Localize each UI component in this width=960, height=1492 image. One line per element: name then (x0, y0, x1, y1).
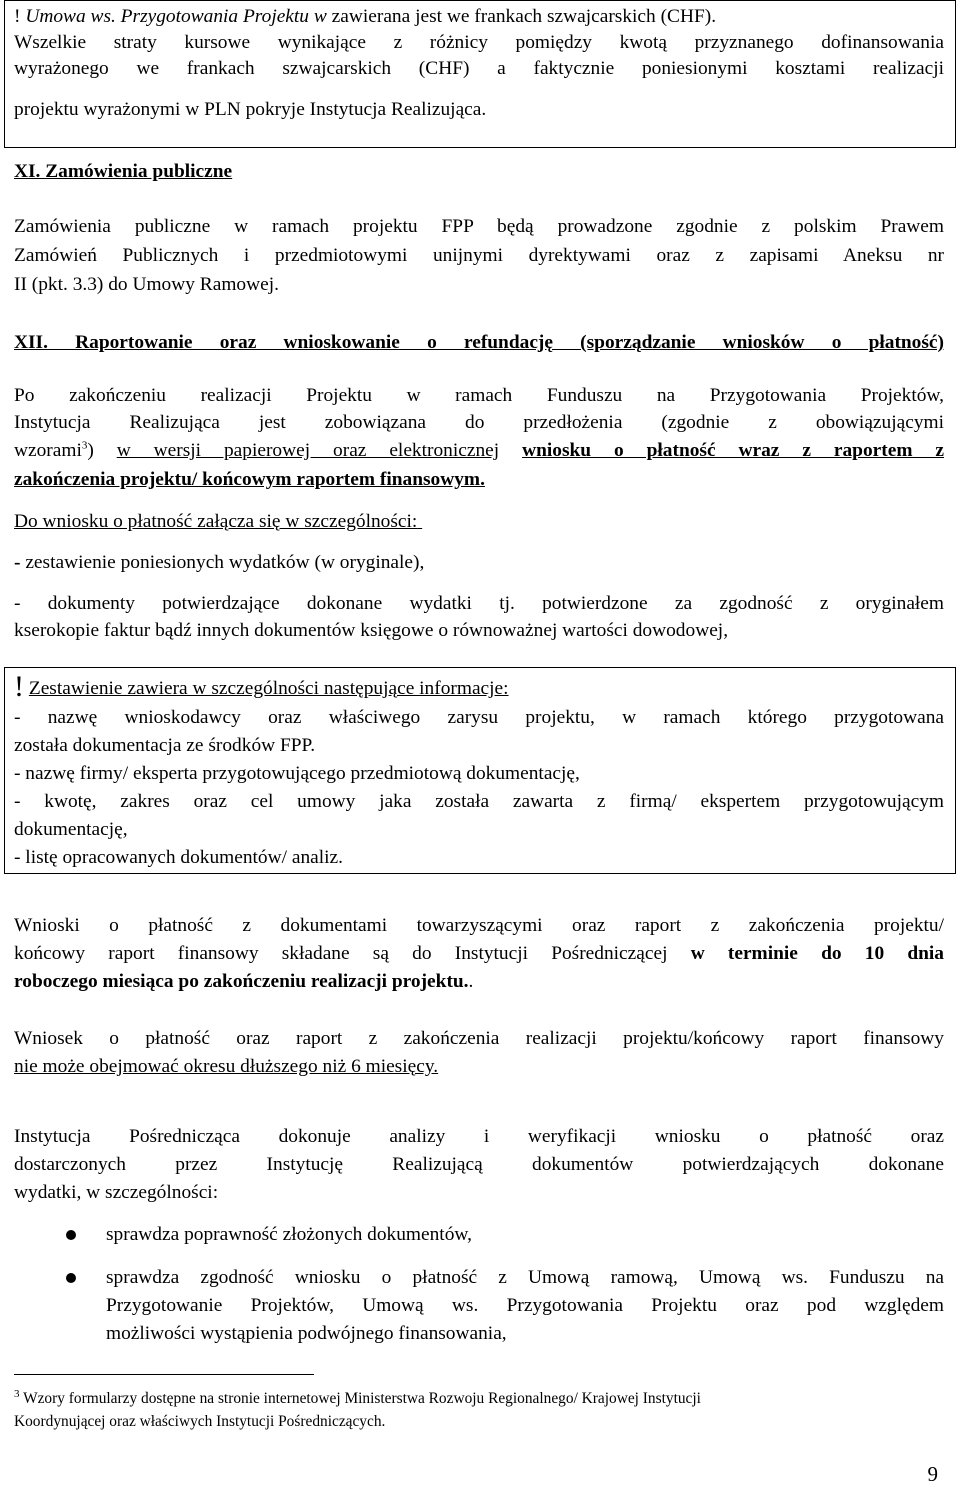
attachment-item-2-line-1: - dokumenty potwierdzające dokonane wydatki tj. potwierdzone za zgodność z oryginałem (14, 593, 944, 614)
section-xii-heading: XII. Raportowanie oraz wnioskowanie o refundację (sporządzanie wniosków o płatność) (14, 332, 944, 353)
verification-bullet-2-line-3: możliwości wystąpienia podwójnego finansowania, (106, 1323, 507, 1344)
verification-line-3: wydatki, w szczególności: (14, 1182, 219, 1203)
verification-line-1: Instytucja Pośrednicząca dokonuje analizy i weryfikacji wniosku o płatność oraz (14, 1126, 944, 1147)
period-limit-line-2: nie może obejmować okresu dłuższego niż 6 miesięcy. (14, 1056, 439, 1077)
payment-request-line-3: roboczego miesiąca po zakończeniu realizacji projektu.. (14, 971, 474, 992)
footnote-line-2: Koordynującej oraz właściwych Instytucji Pośredniczących. (14, 1413, 386, 1430)
summary-info-line-3: - nazwę firmy/ eksperta przygotowującego przedmiotową dokumentację, (14, 763, 580, 784)
footnote-reference: 3 (81, 439, 88, 452)
summary-info-line-6: - listę opracowanych dokumentów/ analiz. (14, 847, 343, 868)
summary-info-line-1: - nazwę wnioskodawcy oraz właściwego zarysu projektu, w ramach którego przygotowana (14, 707, 944, 728)
verification-bullet-2-line-1: sprawdza zgodność wniosku o płatność z Umową ramową, Umową ws. Funduszu na (106, 1267, 944, 1288)
verification-bullet-2-line-2: Przygotowanie Projektów, Umową ws. Przygotowania Projektu oraz pod względem (106, 1295, 944, 1316)
section-xii-line-4: zakończenia projektu/ końcowym raportem finansowym. (14, 469, 485, 490)
attachment-item-2-line-2: kserokopie faktur bądź innych dokumentów księgowe o równoważnej wartości dowodowej, (14, 620, 729, 641)
summary-info-line-2: została dokumentacja ze środków FPP. (14, 735, 316, 756)
section-xii-line-1: Po zakończeniu realizacji Projektu w ramach Funduszu na Przygotowania Projektów, (14, 385, 944, 406)
section-xi-line-3: II (pkt. 3.3) do Umowy Ramowej. (14, 274, 279, 295)
summary-info-heading: ! Zestawienie zawiera w szczególności następujące informacje: (14, 670, 509, 703)
bullet-icon (66, 1273, 76, 1283)
section-xi-heading: XI. Zamówienia publiczne (14, 161, 233, 182)
payment-request-line-2: końcowy raport finansowy składane są do Instytucji Pośredniczącej w terminie do 10 dnia (14, 943, 944, 964)
period-limit-line-1: Wniosek o płatność oraz raport z zakończenia realizacji projektu/końcowy raport finansowy (14, 1028, 944, 1049)
footnote-line-1: $^3$ Wzory formularzy dostępne na stronie internetowej Ministerstwa Rozwoju Regionalnego/ Krajowej Instytucji (14, 1387, 701, 1407)
attachments-intro: Do wniosku o płatność załącza się w szczególności: (14, 511, 418, 532)
section-xi-line-2: Zamówień Publicznych i przedmiotowymi unijnymi dyrektywami oraz z zapisami Aneksu nr (14, 245, 944, 266)
currency-note-line-3: wyrażonego we frankach szwajcarskich (CHF) a faktycznie poniesionymi kosztami realizacji (14, 58, 944, 79)
summary-info-line-4: - kwotę, zakres oraz cel umowy jaka została zawarta z firmą/ ekspertem przygotowującym (14, 791, 944, 812)
section-xii-line-2: Instytucja Realizująca jest zobowiązana do przedłożenia (zgodnie z obowiązującymi (14, 412, 944, 433)
page-number: 9 (927, 1462, 938, 1486)
footnote-separator (14, 1374, 314, 1375)
summary-info-line-5: dokumentację, (14, 819, 128, 840)
currency-note-line-1: ! Umowa ws. Przygotowania Projektu w zawierana jest we frankach szwajcarskich (CHF). (14, 6, 717, 27)
exclamation-icon: ! (14, 670, 24, 703)
currency-note-line-2: Wszelkie straty kursowe wynikające z różnicy pomiędzy kwotą przyznanego dofinansowania (14, 32, 944, 53)
verification-line-2: dostarczonych przez Instytucję Realizującą dokumentów potwierdzających dokonane (14, 1154, 944, 1175)
payment-request-line-1: Wnioski o płatność z dokumentami towarzyszącymi oraz raport z zakończenia projektu/ (14, 915, 944, 936)
section-xii-line-3: wzorami$^3$) w wersji papierowej oraz elektronicznej wniosku o płatność wraz z raportem z (14, 439, 945, 461)
bullet-icon (66, 1230, 76, 1240)
attachment-item-1: - zestawienie poniesionych wydatków (w oryginale), (14, 552, 425, 573)
section-xi-line-1: Zamówienia publiczne w ramach projektu FPP będą prowadzone zgodnie z polskim Prawem (14, 216, 944, 237)
currency-note-line-4: projektu wyrażonymi w PLN pokryje Instytucja Realizująca. (14, 99, 487, 120)
verification-bullet-1: sprawdza poprawność złożonych dokumentów, (106, 1224, 472, 1245)
exclamation-icon: ! (14, 6, 21, 27)
